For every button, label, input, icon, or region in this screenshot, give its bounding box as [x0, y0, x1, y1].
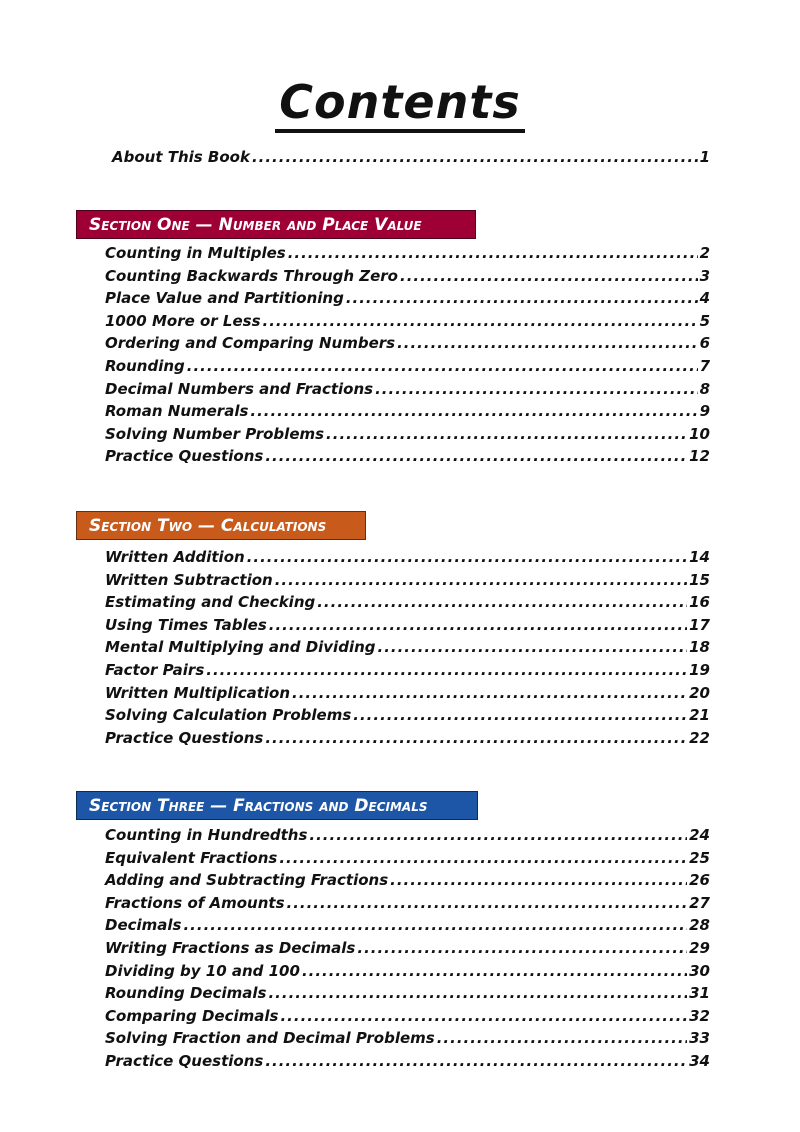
dot-leader [250, 400, 697, 422]
toc-entry-page: 14 [689, 548, 710, 566]
dot-leader [287, 892, 688, 914]
toc-entry[interactable] [105, 892, 710, 914]
page-title-text: Contents [275, 77, 524, 133]
toc-entry-about[interactable] [112, 146, 710, 168]
dot-leader [252, 146, 698, 168]
toc-entry-page: 17 [689, 616, 710, 634]
toc-entry-page: 31 [689, 984, 710, 1002]
toc-entry[interactable] [105, 378, 710, 400]
toc-entry-label: Decimal Numbers and Fractions [105, 380, 374, 398]
toc-entry-page: 27 [689, 894, 710, 912]
toc-entry-label: Dividing by 10 and 100 [105, 962, 300, 980]
toc-entry-page: 33 [689, 1029, 710, 1047]
dot-leader [400, 265, 698, 287]
toc-entry[interactable] [105, 636, 710, 658]
toc-entry[interactable] [105, 355, 710, 377]
toc-entry-page: 25 [689, 849, 710, 867]
toc-entry-label: Written Multiplication [105, 684, 291, 702]
toc-entry-page: 26 [689, 871, 710, 889]
toc-entry[interactable] [105, 400, 710, 422]
dot-leader [437, 1027, 687, 1049]
dot-leader [280, 1005, 687, 1027]
toc-entry[interactable] [105, 682, 710, 704]
toc-entry-label: Practice Questions [105, 447, 264, 465]
toc-entry[interactable] [105, 1027, 710, 1049]
toc-entry-page: 29 [689, 939, 710, 957]
toc-entry-page: 5 [699, 312, 710, 330]
dot-leader [183, 914, 687, 936]
toc-entry-label: 1000 More or Less [105, 312, 261, 330]
toc-entry-label: Comparing Decimals [105, 1007, 279, 1025]
toc-entry-page: 22 [689, 729, 710, 747]
section-header-1: Section One — Number and Place Value [76, 210, 476, 239]
dot-leader [279, 847, 687, 869]
toc-entry[interactable] [105, 1005, 710, 1027]
toc-entry[interactable] [105, 569, 710, 591]
toc-entry[interactable] [105, 704, 710, 726]
dot-leader [390, 869, 687, 891]
toc-entry[interactable] [105, 546, 710, 568]
toc-entry-label: Estimating and Checking [105, 593, 316, 611]
toc-entry-page: 28 [689, 916, 710, 934]
toc-entry-page: 10 [689, 425, 710, 443]
toc-entry-page: 24 [689, 826, 710, 844]
toc-entry[interactable] [105, 287, 710, 309]
toc-entry-page: 7 [699, 357, 710, 375]
toc-entry[interactable] [105, 659, 710, 681]
toc-entry-page: 1 [699, 148, 710, 166]
toc-entry-label: Using Times Tables [105, 616, 267, 634]
toc-entry[interactable] [105, 824, 710, 846]
dot-leader [302, 960, 687, 982]
toc-entry[interactable] [105, 445, 710, 467]
toc-entry-label: Solving Calculation Problems [105, 706, 352, 724]
dot-leader [265, 445, 687, 467]
toc-entry-page: 12 [689, 447, 710, 465]
dot-leader [357, 937, 687, 959]
dot-leader [247, 546, 687, 568]
dot-leader [265, 727, 687, 749]
toc-entry[interactable] [105, 310, 710, 332]
toc-entry-page: 20 [689, 684, 710, 702]
toc-entry-page: 6 [699, 334, 710, 352]
dot-leader [317, 591, 687, 613]
toc-entry-page: 8 [699, 380, 710, 398]
toc-entry-label: Solving Number Problems [105, 425, 325, 443]
section-header-3: Section Three — Fractions and Decimals [76, 791, 478, 820]
toc-entry-label: Adding and Subtracting Fractions [105, 871, 389, 889]
toc-entry-label: Practice Questions [105, 1052, 264, 1070]
dot-leader [397, 332, 697, 354]
dot-leader [353, 704, 687, 726]
toc-entry[interactable] [105, 242, 710, 264]
toc-entry-label: Factor Pairs [105, 661, 205, 679]
toc-entry-label: Practice Questions [105, 729, 264, 747]
toc-entry[interactable] [105, 614, 710, 636]
toc-entry-page: 30 [689, 962, 710, 980]
toc-entry-label: Roman Numerals [105, 402, 249, 420]
toc-entry-page: 16 [689, 593, 710, 611]
toc-entry-page: 9 [699, 402, 710, 420]
toc-entry-label: Written Addition [105, 548, 245, 566]
toc-entry[interactable] [105, 914, 710, 936]
toc-entry-page: 34 [689, 1052, 710, 1070]
dot-leader [269, 614, 687, 636]
toc-entry[interactable] [105, 937, 710, 959]
toc-entry-label: Ordering and Comparing Numbers [105, 334, 396, 352]
toc-entry-page: 3 [699, 267, 710, 285]
dot-leader [346, 287, 698, 309]
toc-entry[interactable] [105, 727, 710, 749]
toc-entry-label: Written Subtraction [105, 571, 273, 589]
toc-entry[interactable] [105, 960, 710, 982]
toc-entry-page: 32 [689, 1007, 710, 1025]
toc-entry-page: 15 [689, 571, 710, 589]
toc-entry-label: Counting in Hundredths [105, 826, 308, 844]
toc-entry-label: Rounding Decimals [105, 984, 267, 1002]
dot-leader [275, 569, 687, 591]
dot-leader [268, 982, 687, 1004]
page-title [0, 74, 800, 133]
dot-leader [326, 423, 687, 445]
toc-entry-label: Counting in Multiples [105, 244, 286, 262]
toc-entry[interactable] [105, 265, 710, 287]
toc-entry[interactable] [105, 423, 710, 445]
dot-leader [265, 1050, 687, 1072]
toc-entry-page: 2 [699, 244, 710, 262]
dot-leader [375, 378, 697, 400]
toc-entry[interactable] [105, 332, 710, 354]
dot-leader [288, 242, 698, 264]
toc-entry-label: Solving Fraction and Decimal Problems [105, 1029, 435, 1047]
toc-entry-label: Place Value and Partitioning [105, 289, 344, 307]
toc-entry[interactable] [105, 982, 710, 1004]
toc-entry-label: Counting Backwards Through Zero [105, 267, 398, 285]
dot-leader [378, 636, 688, 658]
toc-entry-label: Fractions of Amounts [105, 894, 285, 912]
dot-leader [263, 310, 698, 332]
section-header-2: Section Two — Calculations [76, 511, 366, 540]
toc-entry-label: About This Book [112, 148, 250, 166]
toc-entry-page: 21 [689, 706, 710, 724]
dot-leader [309, 824, 687, 846]
toc-entry[interactable] [105, 869, 710, 891]
toc-entry[interactable] [105, 591, 710, 613]
toc-entry-page: 19 [689, 661, 710, 679]
toc-entry[interactable] [105, 1050, 710, 1072]
toc-entry[interactable] [105, 847, 710, 869]
toc-entry-label: Rounding [105, 357, 185, 375]
toc-entry-page: 4 [699, 289, 710, 307]
toc-entry-label: Decimals [105, 916, 182, 934]
toc-entry-label: Writing Fractions as Decimals [105, 939, 356, 957]
toc-entry-label: Equivalent Fractions [105, 849, 278, 867]
dot-leader [187, 355, 698, 377]
dot-leader [292, 682, 687, 704]
toc-entry-label: Mental Multiplying and Dividing [105, 638, 376, 656]
dot-leader [206, 659, 687, 681]
toc-entry-page: 18 [689, 638, 710, 656]
